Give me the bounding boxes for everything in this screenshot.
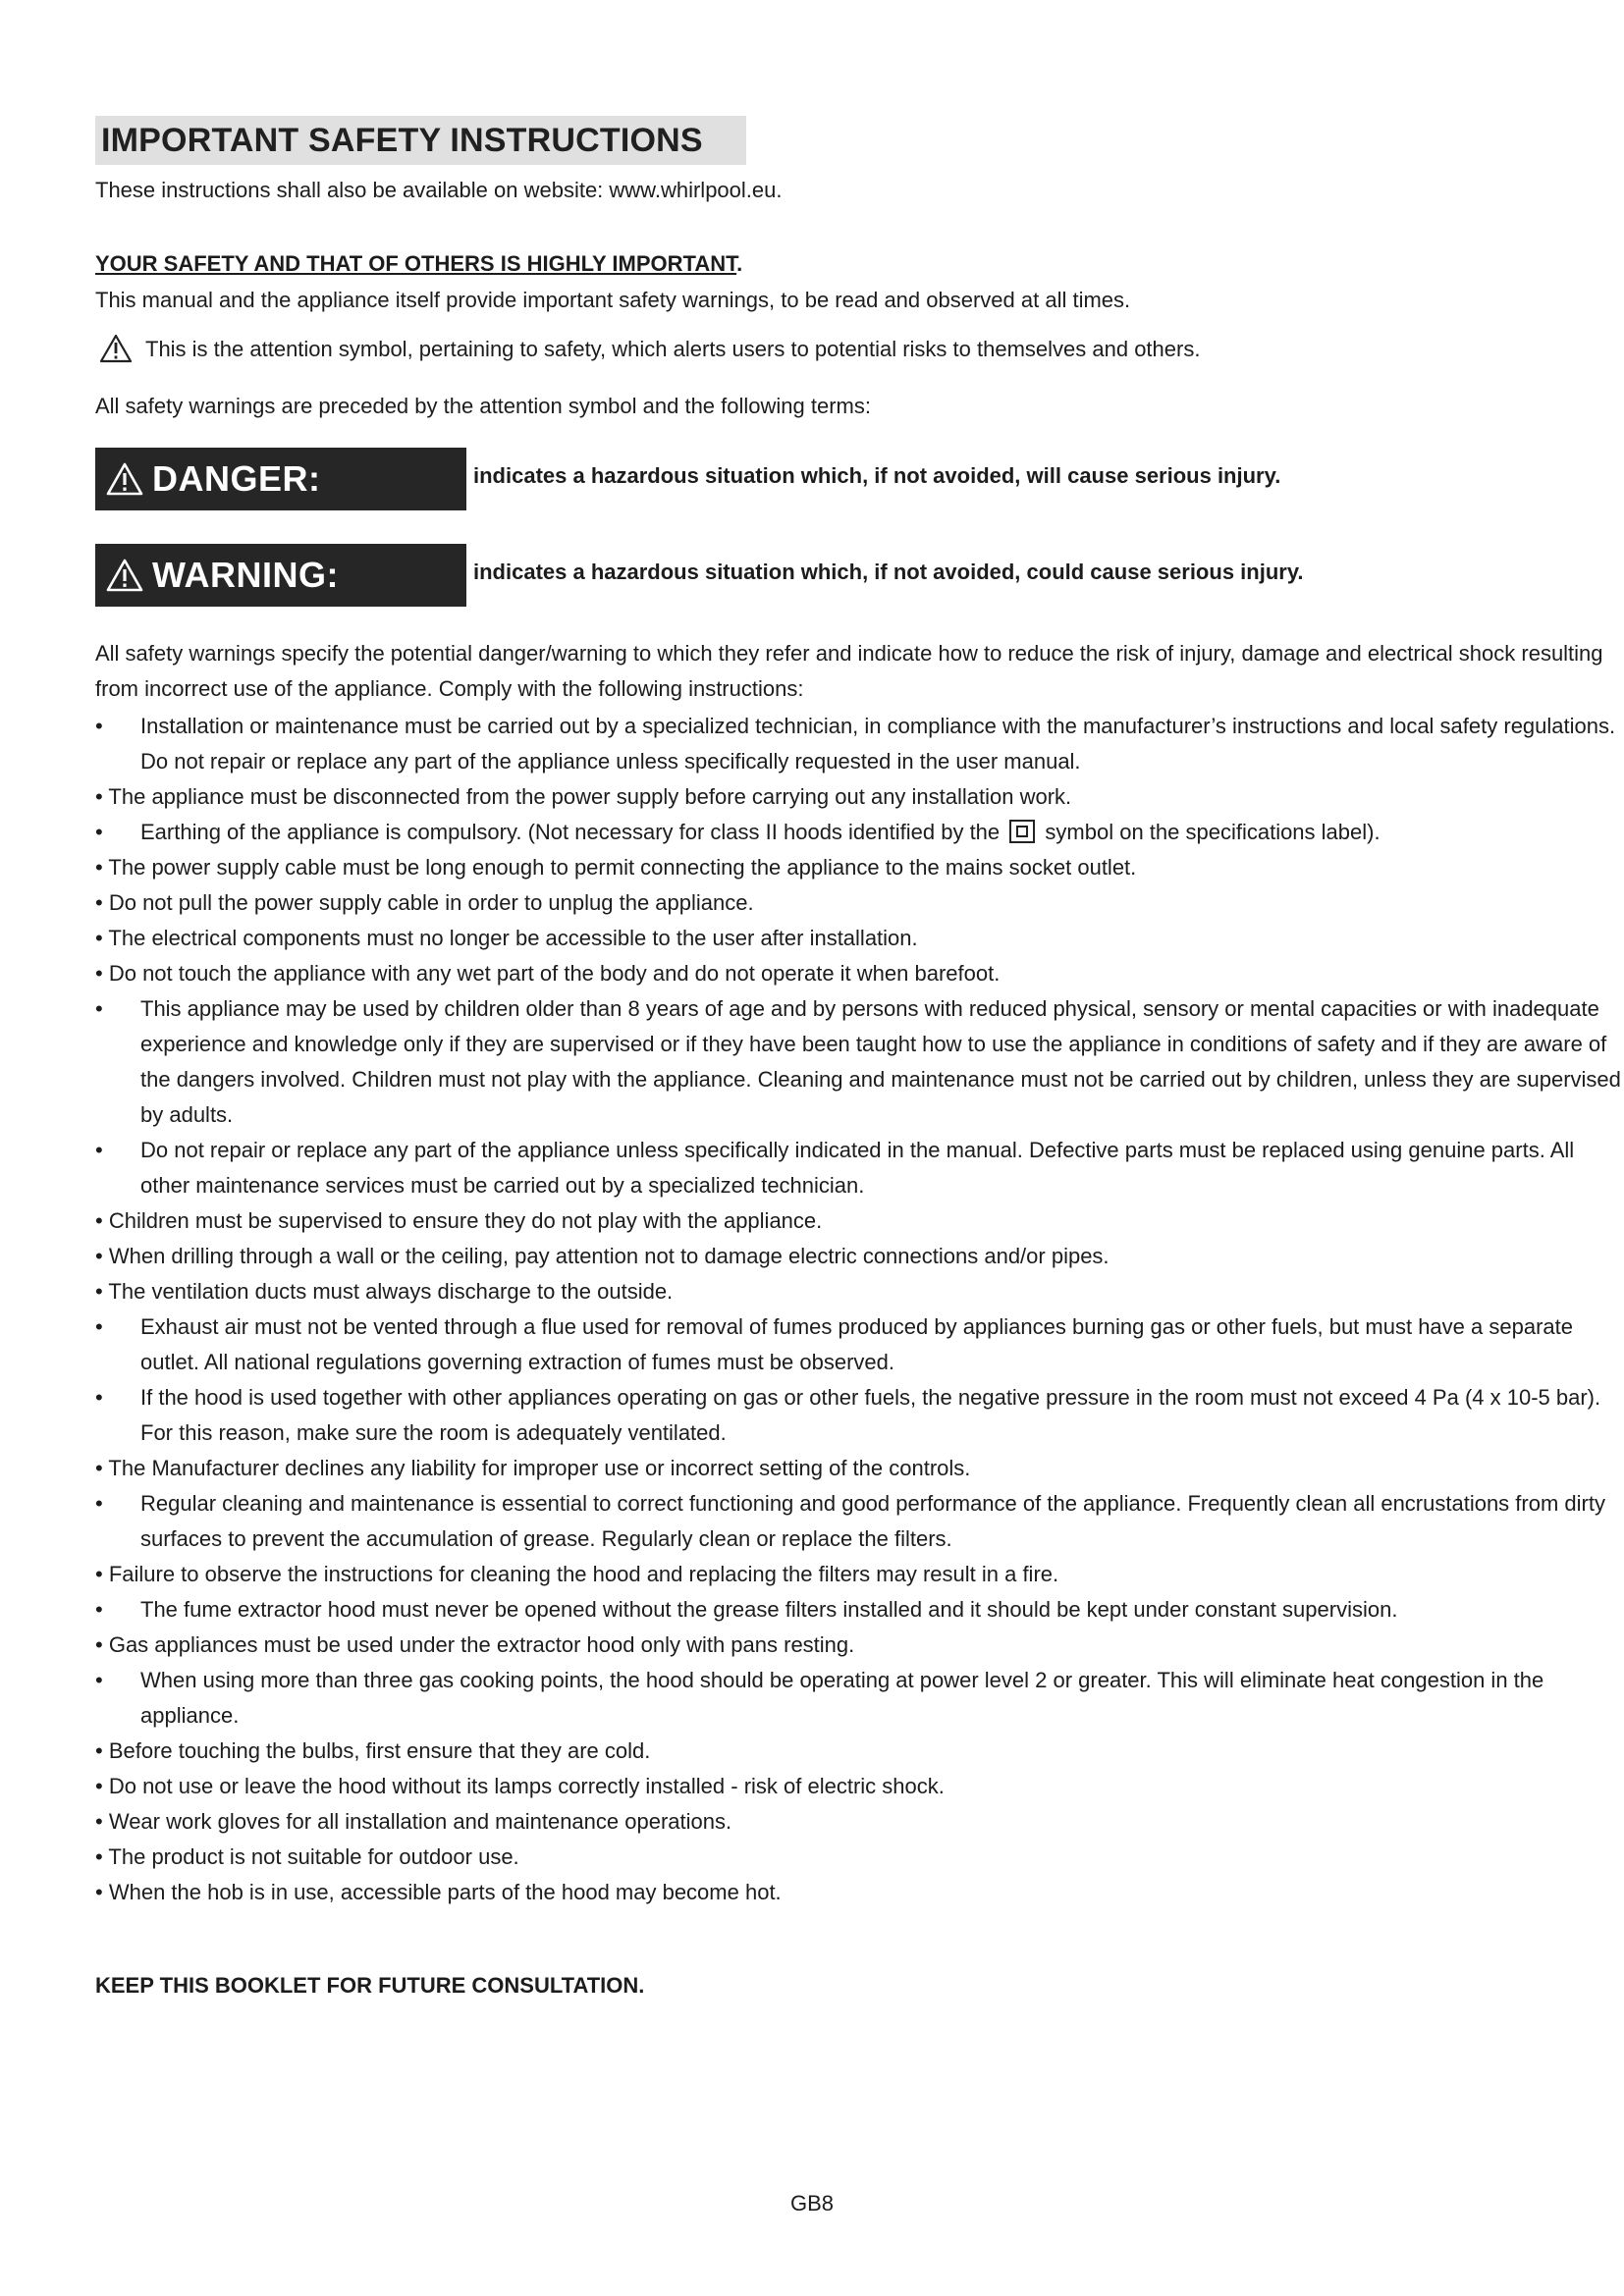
list-item-line: The product is not suitable for outdoor use. <box>108 1844 519 1869</box>
bullet-marker: • <box>95 1208 103 1233</box>
list-item-line: If the hood is used together with other appliances operating on gas or other fuels, the negative pressure in the room must not exceed 4 Pa (4 x 10-5 bar). <box>140 1385 1601 1410</box>
bullet-marker: • <box>95 961 103 986</box>
bullet-marker: • <box>95 1244 103 1268</box>
list-item-text <box>95 1274 1548 1309</box>
warning-badge <box>95 544 466 607</box>
bullet-marker: • <box>95 1279 103 1304</box>
warning-label: WARNING: <box>152 555 339 595</box>
bullet-marker: • <box>95 1562 103 1586</box>
list-item <box>95 1309 1573 1380</box>
bullet-marker: • <box>95 996 103 1021</box>
list-item-text <box>95 1769 1548 1804</box>
list-item-text <box>95 709 1616 744</box>
list-item-text <box>95 779 1548 815</box>
list-item <box>95 921 1548 956</box>
list-item <box>95 1840 1548 1875</box>
list-item-text <box>95 1309 1573 1345</box>
warning-triangle-icon <box>105 558 144 593</box>
list-item <box>95 1557 1548 1592</box>
list-item-text <box>95 921 1548 956</box>
list-item-text <box>95 1168 1548 1203</box>
list-item-line: Gas appliances must be used under the extractor hood only with pans resting. <box>108 1632 855 1657</box>
safety-heading-suffix: . <box>736 251 743 276</box>
list-item-text <box>95 1380 1601 1415</box>
list-item-text <box>95 1522 1548 1557</box>
list-item <box>95 1875 1548 1910</box>
list-item-text <box>95 1734 1548 1769</box>
list-item-text <box>95 1875 1548 1910</box>
bullet-marker: • <box>95 1809 103 1834</box>
list-item <box>95 1380 1601 1451</box>
list-item-text <box>95 885 1548 921</box>
list-item-line: When using more than three gas cooking points, the hood should be operating at power level 2 or greater. This will eliminate heat congestion in the <box>140 1668 1544 1692</box>
warning-description: indicates a hazardous situation which, if not avoided, could cause serious injury. <box>473 560 1304 584</box>
danger-label: DANGER: <box>152 458 321 499</box>
list-item-text <box>95 1415 1548 1451</box>
list-item <box>95 1274 1548 1309</box>
bullet-marker: • <box>95 1844 103 1869</box>
list-item-text <box>95 1557 1548 1592</box>
list-item-line: appliance. <box>140 1703 240 1728</box>
list-item-line: Do not pull the power supply cable in order to unplug the appliance. <box>108 890 754 915</box>
list-item-text <box>95 1804 1548 1840</box>
list-item-line: Before touching the bulbs, first ensure that they are cold. <box>108 1738 651 1763</box>
bullet-marker: • <box>95 820 103 844</box>
list-item-line: surfaces to prevent the accumulation of grease. Regularly clean or replace the filters. <box>140 1526 952 1551</box>
list-item-text <box>95 1133 1575 1168</box>
list-item-line: The electrical components must no longer be accessible to the user after installation. <box>108 926 918 950</box>
page-number: GB8 <box>789 2191 835 2216</box>
list-item-line: outlet. All national regulations governing extraction of fumes must be observed. <box>140 1350 895 1374</box>
list-item <box>95 1592 1548 1628</box>
list-item-line: The ventilation ducts must always discharge to the outside. <box>108 1279 674 1304</box>
list-item-line: symbol on the specifications label). <box>1045 820 1380 844</box>
list-item-text <box>95 991 1599 1027</box>
website-note: These instructions shall also be available on website: www.whirlpool.eu. <box>95 178 783 202</box>
list-item-line: Regular cleaning and maintenance is essential to correct functioning and good performance of the appliance. Frequently clean all encrustations from dirty <box>140 1491 1605 1516</box>
bullet-marker: • <box>95 1491 103 1516</box>
list-item <box>95 1203 1548 1239</box>
list-item-line: Installation or maintenance must be carried out by a specialized technician, in compliance with the manufacturer’s instructions and local safety regulations. <box>140 714 1616 738</box>
bullet-marker: • <box>95 1880 103 1904</box>
warning-triangle-icon <box>105 461 144 497</box>
list-item <box>95 709 1616 779</box>
list-item-line: Do not repair or replace any part of the appliance unless specifically indicated in the manual. Defective parts must be replaced using genuine parts. All <box>140 1138 1575 1162</box>
list-item <box>95 1486 1605 1557</box>
list-item-text <box>95 1663 1548 1698</box>
list-item-line: Children must be supervised to ensure they do not play with the appliance. <box>108 1208 823 1233</box>
list-item <box>95 850 1548 885</box>
bullet-marker: • <box>95 714 103 738</box>
title-banner <box>95 116 746 165</box>
page-title: IMPORTANT SAFETY INSTRUCTIONS <box>101 121 703 159</box>
list-item-line: Do not repair or replace any part of the appliance unless specifically requested in the user manual. <box>140 749 1081 774</box>
manual-statement: This manual and the appliance itself provide important safety warnings, to be read and observed at all times. <box>95 288 1131 312</box>
preceded-statement: All safety warnings are preceded by the attention symbol and the following terms: <box>95 394 871 418</box>
list-item <box>95 1628 1548 1663</box>
list-item-text <box>95 744 1548 779</box>
list-item-text <box>95 1486 1605 1522</box>
list-item-line: Do not use or leave the hood without its lamps correctly installed - risk of electric shock. <box>108 1774 945 1798</box>
bullet-marker: • <box>95 1314 103 1339</box>
danger-badge <box>95 448 466 510</box>
list-item-text <box>95 1840 1548 1875</box>
list-item <box>95 885 1548 921</box>
bullet-marker: • <box>95 1738 103 1763</box>
list-item <box>95 1133 1575 1203</box>
bullet-marker: • <box>95 1774 103 1798</box>
list-item-line: Do not touch the appliance with any wet part of the body and do not operate it when barefoot. <box>108 961 1001 986</box>
list-item-text <box>95 1027 1607 1062</box>
list-item-text <box>95 815 1548 850</box>
list-item-line: The Manufacturer declines any liability for improper use or incorrect setting of the controls. <box>108 1456 971 1480</box>
list-item-line: experience and knowledge only if they are supervised or if they have been taught how to use the appliance in conditions of safety and if they are aware of <box>140 1032 1607 1056</box>
list-item-line: This appliance may be used by children older than 8 years of age and by persons with reduced physical, sensory or mental capacities or with inadequate <box>140 996 1599 1021</box>
list-item-line: Failure to observe the instructions for cleaning the hood and replacing the filters may result in a fire. <box>108 1562 1059 1586</box>
bullet-marker: • <box>95 1138 103 1162</box>
list-item-line: Exhaust air must not be vented through a flue used for removal of fumes produced by appliances burning gas or other fuels, but must have a separate <box>140 1314 1573 1339</box>
keep-booklet-note: KEEP THIS BOOKLET FOR FUTURE CONSULTATION. <box>95 1973 645 1998</box>
list-item-line: Earthing of the appliance is compulsory. (Not necessary for class II hoods identified by the <box>140 820 1001 844</box>
list-item <box>95 1734 1548 1769</box>
list-item-text <box>95 956 1548 991</box>
list-item-line: The fume extractor hood must never be opened without the grease filters installed and it should be kept under constant supervision. <box>140 1597 1398 1622</box>
bullet-marker: • <box>95 1668 103 1692</box>
list-item-text <box>95 1451 1548 1486</box>
list-item-text <box>95 1203 1548 1239</box>
list-item <box>95 1451 1548 1486</box>
list-item-text <box>95 1628 1548 1663</box>
list-item-line: For this reason, make sure the room is adequately ventilated. <box>140 1420 727 1445</box>
list-item-text <box>95 1592 1548 1628</box>
list-item-line: by adults. <box>140 1102 234 1127</box>
list-item-line: the dangers involved. Children must not play with the appliance. Cleaning and maintenance must not be carried out by children, unless they are supervised <box>140 1067 1621 1092</box>
bullet-marker: • <box>95 890 103 915</box>
list-item-text <box>95 1345 1548 1380</box>
bullet-marker: • <box>95 1456 103 1480</box>
class-ii-symbol-icon <box>1009 820 1035 843</box>
list-item-line: When drilling through a wall or the ceiling, pay attention not to damage electric connections and/or pipes. <box>108 1244 1110 1268</box>
bullet-marker: • <box>95 784 103 809</box>
list-item <box>95 815 1548 850</box>
bullet-marker: • <box>95 926 103 950</box>
intro-line-1: All safety warnings specify the potential danger/warning to which they refer and indicate how to reduce the risk of injury, damage and electrical shock resulting <box>95 641 1603 666</box>
bullet-marker: • <box>95 855 103 880</box>
bullet-marker: • <box>95 1385 103 1410</box>
safety-instructions-list <box>95 709 1621 1910</box>
list-item <box>95 1663 1548 1734</box>
danger-description: indicates a hazardous situation which, if not avoided, will cause serious injury. <box>473 463 1281 488</box>
bullet-marker: • <box>95 1597 103 1622</box>
list-item-text <box>95 1698 1548 1734</box>
list-item-line: When the hob is in use, accessible parts of the hood may become hot. <box>108 1880 782 1904</box>
list-item-line: The power supply cable must be long enough to permit connecting the appliance to the mains socket outlet. <box>108 855 1137 880</box>
list-item <box>95 1769 1548 1804</box>
list-item-text <box>95 1062 1621 1097</box>
attention-symbol-note: This is the attention symbol, pertaining to safety, which alerts users to potential risks to themselves and others. <box>145 337 1201 361</box>
list-item-text <box>95 1239 1548 1274</box>
list-item-line: other maintenance services must be carried out by a specialized technician. <box>140 1173 865 1198</box>
list-item <box>95 1239 1548 1274</box>
safety-heading <box>95 246 742 282</box>
attention-icon <box>99 334 133 363</box>
list-item-text <box>95 1097 1548 1133</box>
list-item-text <box>95 850 1548 885</box>
bullet-marker: • <box>95 1632 103 1657</box>
intro-line-2: from incorrect use of the appliance. Comply with the following instructions: <box>95 676 804 701</box>
list-item <box>95 991 1621 1133</box>
list-item-line: The appliance must be disconnected from the power supply before carrying out any installation work. <box>108 784 1072 809</box>
list-item <box>95 779 1548 815</box>
safety-heading-text: YOUR SAFETY AND THAT OF OTHERS IS HIGHLY IMPORTANT <box>95 251 737 276</box>
list-item-line: Wear work gloves for all installation and maintenance operations. <box>108 1809 732 1834</box>
list-item <box>95 1804 1548 1840</box>
list-item <box>95 956 1548 991</box>
